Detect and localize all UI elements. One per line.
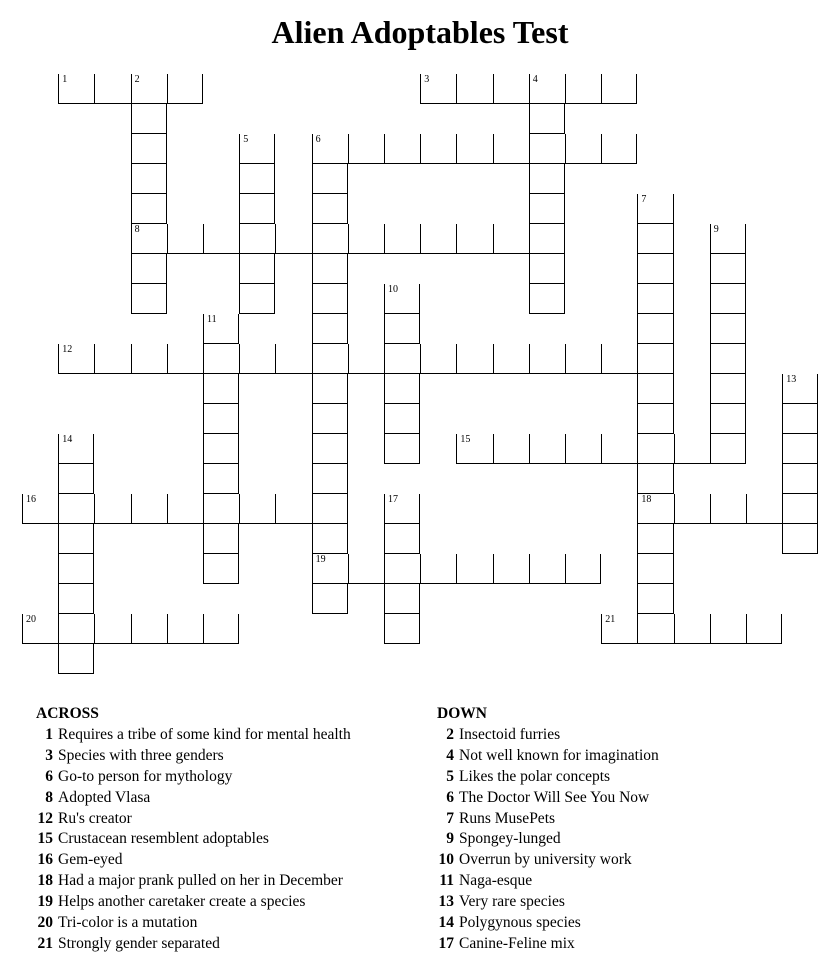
down-clue	[437, 913, 659, 934]
grid-cell[interactable]	[565, 344, 601, 374]
grid-cell[interactable]	[22, 614, 58, 644]
grid-cell[interactable]	[167, 494, 203, 524]
cell-number: 1	[62, 74, 68, 85]
grid-cell[interactable]	[529, 194, 565, 224]
clue-number: 2	[446, 725, 454, 743]
grid-cell[interactable]	[384, 554, 420, 584]
grid-cell[interactable]	[782, 524, 818, 554]
cell-number: 20	[26, 614, 36, 625]
grid-cell[interactable]	[167, 614, 203, 644]
grid-cell[interactable]	[203, 464, 239, 494]
across-clue	[36, 725, 351, 746]
cell-number: 18	[641, 494, 652, 505]
grid-cell[interactable]	[58, 344, 94, 374]
grid-cell[interactable]	[384, 614, 420, 644]
grid-cell[interactable]	[456, 554, 492, 584]
clue-number: 12	[37, 809, 53, 827]
grid-cell[interactable]	[710, 494, 746, 524]
across-clue	[36, 871, 351, 892]
clue-text: Not well known for imagination	[459, 746, 659, 764]
clue-number: 7	[446, 809, 454, 827]
grid-cell[interactable]	[493, 74, 529, 104]
grid-cell[interactable]	[637, 524, 673, 554]
grid-cell[interactable]	[58, 524, 94, 554]
grid-cell[interactable]	[529, 224, 565, 254]
grid-cell[interactable]	[637, 344, 673, 374]
grid-cell[interactable]	[203, 404, 239, 434]
across-clue-list	[36, 725, 351, 955]
clue-number: 13	[438, 893, 454, 911]
grid-cell[interactable]	[58, 464, 94, 494]
grid-cell[interactable]	[384, 344, 420, 374]
grid-cell[interactable]	[131, 164, 167, 194]
grid-cell[interactable]	[420, 344, 456, 374]
grid-cell[interactable]	[384, 524, 420, 554]
grid-cell[interactable]	[384, 494, 420, 524]
cell-number: 15	[460, 434, 471, 445]
grid-cell[interactable]	[348, 134, 384, 164]
grid-cell[interactable]	[637, 494, 673, 524]
grid-cell[interactable]	[275, 344, 311, 374]
grid-cell[interactable]	[58, 644, 94, 674]
across-clue	[36, 892, 351, 913]
grid-cell[interactable]	[348, 344, 384, 374]
grid-cell[interactable]	[312, 284, 348, 314]
grid-cell[interactable]	[710, 614, 746, 644]
grid-cell[interactable]	[529, 344, 565, 374]
clue-number: 6	[45, 767, 53, 785]
down-clue	[437, 767, 659, 788]
grid-cell[interactable]	[456, 74, 492, 104]
across-clue	[36, 788, 351, 809]
grid-cell[interactable]	[94, 74, 130, 104]
clue-number: 15	[37, 830, 53, 848]
clue-number: 4	[446, 746, 454, 764]
grid-cell[interactable]	[746, 614, 782, 644]
grid-cell[interactable]	[493, 554, 529, 584]
grid-cell[interactable]	[58, 554, 94, 584]
grid-cell[interactable]	[601, 74, 637, 104]
grid-cell[interactable]	[312, 224, 348, 254]
grid-cell[interactable]	[312, 164, 348, 194]
grid-cell[interactable]	[601, 614, 637, 644]
grid-cell[interactable]	[782, 374, 818, 404]
clue-text: Species with three genders	[58, 746, 224, 764]
grid-cell[interactable]	[384, 404, 420, 434]
grid-cell[interactable]	[203, 344, 239, 374]
grid-cell[interactable]	[637, 614, 673, 644]
grid-cell[interactable]	[529, 74, 565, 104]
grid-cell[interactable]	[58, 494, 94, 524]
grid-cell[interactable]	[565, 554, 601, 584]
grid-cell[interactable]	[312, 404, 348, 434]
grid-cell[interactable]	[637, 404, 673, 434]
grid-cell[interactable]	[637, 584, 673, 614]
grid-cell[interactable]	[275, 224, 311, 254]
grid-cell[interactable]	[782, 434, 818, 464]
grid-cell[interactable]	[710, 434, 746, 464]
grid-cell[interactable]	[565, 74, 601, 104]
cell-number: 4	[532, 74, 538, 85]
grid-cell[interactable]	[203, 314, 239, 344]
grid-cell[interactable]	[167, 224, 203, 254]
grid-cell[interactable]	[601, 434, 637, 464]
grid-cell[interactable]	[131, 344, 167, 374]
grid-cell[interactable]	[529, 284, 565, 314]
grid-cell[interactable]	[384, 134, 420, 164]
grid-cell[interactable]	[58, 584, 94, 614]
grid-cell[interactable]	[239, 494, 275, 524]
clue-text: Helps another caretaker create a species	[58, 893, 306, 911]
cell-number: 13	[786, 374, 797, 385]
down-clue	[437, 809, 659, 830]
grid-cell[interactable]	[312, 554, 348, 584]
grid-cell[interactable]	[312, 194, 348, 224]
grid-cell[interactable]	[637, 374, 673, 404]
clue-number: 10	[438, 851, 454, 869]
down-clues	[437, 704, 659, 955]
grid-cell[interactable]	[239, 284, 275, 314]
grid-cell[interactable]	[384, 434, 420, 464]
grid-cell[interactable]	[637, 254, 673, 284]
cell-number: 5	[243, 134, 249, 145]
clue-text: Tri-color is a mutation	[58, 914, 198, 932]
grid-cell[interactable]	[131, 284, 167, 314]
grid-cell[interactable]	[131, 224, 167, 254]
across-clue	[36, 829, 351, 850]
grid-cell[interactable]	[22, 494, 58, 524]
grid-cell[interactable]	[637, 284, 673, 314]
grid-cell[interactable]	[456, 434, 492, 464]
clue-number: 3	[45, 746, 53, 764]
cell-number: 10	[388, 284, 398, 295]
cell-number: 11	[207, 314, 217, 325]
across-clue	[36, 809, 351, 830]
grid-cell[interactable]	[239, 164, 275, 194]
grid-cell[interactable]	[637, 434, 673, 464]
clue-text: Naga-esque	[459, 872, 533, 890]
cell-number: 17	[388, 494, 398, 505]
grid-cell[interactable]	[456, 224, 492, 254]
grid-cell[interactable]	[131, 134, 167, 164]
grid-cell[interactable]	[529, 554, 565, 584]
grid-cell[interactable]	[456, 134, 492, 164]
clue-number: 1	[45, 725, 53, 743]
grid-cell[interactable]	[203, 494, 239, 524]
grid-cell[interactable]	[782, 494, 818, 524]
clue-text: Polygynous species	[459, 914, 581, 932]
cell-number: 19	[315, 554, 326, 565]
grid-cell[interactable]	[348, 554, 384, 584]
cell-number: 21	[605, 614, 616, 625]
across-clue	[36, 850, 351, 871]
grid-cell[interactable]	[710, 344, 746, 374]
grid-cell[interactable]	[131, 194, 167, 224]
grid-cell[interactable]	[131, 104, 167, 134]
grid-cell[interactable]	[131, 494, 167, 524]
grid-cell[interactable]	[203, 524, 239, 554]
grid-cell[interactable]	[94, 614, 130, 644]
clue-text: Spongey-lunged	[459, 830, 561, 848]
grid-cell[interactable]	[203, 434, 239, 464]
down-clue	[437, 829, 659, 850]
grid-cell[interactable]	[94, 494, 130, 524]
grid-cell[interactable]	[710, 224, 746, 254]
grid-cell[interactable]	[782, 404, 818, 434]
grid-cell[interactable]	[601, 134, 637, 164]
down-clue	[437, 892, 659, 913]
clue-text: Go-to person for mythology	[58, 767, 233, 785]
clue-text: Runs MusePets	[459, 809, 556, 827]
grid-cell[interactable]	[420, 554, 456, 584]
grid-cell[interactable]	[312, 464, 348, 494]
clue-text: Strongly gender separated	[58, 934, 220, 952]
cell-number: 14	[62, 434, 73, 445]
grid-cell[interactable]	[674, 494, 710, 524]
cell-number: 8	[134, 224, 140, 235]
grid-cell[interactable]	[312, 134, 348, 164]
grid-cell[interactable]	[312, 584, 348, 614]
grid-cell[interactable]	[131, 254, 167, 284]
down-clue	[437, 788, 659, 809]
clue-text: Very rare species	[459, 893, 565, 911]
grid-cell[interactable]	[493, 134, 529, 164]
grid-cell[interactable]	[782, 464, 818, 494]
across-clue	[36, 913, 351, 934]
clue-text: Insectoid furries	[459, 725, 561, 743]
clue-number: 17	[438, 934, 454, 952]
cell-number: 12	[62, 344, 73, 355]
cell-number: 16	[26, 494, 36, 505]
down-heading: DOWN	[437, 705, 487, 722]
grid-cell[interactable]	[312, 254, 348, 284]
grid-cell[interactable]	[674, 614, 710, 644]
grid-cell[interactable]	[58, 614, 94, 644]
clue-text: Adopted Vlasa	[58, 788, 151, 806]
grid-cell[interactable]	[312, 434, 348, 464]
grid-cell[interactable]	[637, 554, 673, 584]
cell-number: 7	[641, 194, 647, 205]
grid-cell[interactable]	[239, 344, 275, 374]
clue-text: Ru's creator	[58, 809, 132, 827]
grid-cell[interactable]	[203, 224, 239, 254]
grid-cell[interactable]	[167, 74, 203, 104]
grid-cell[interactable]	[565, 434, 601, 464]
across-clue	[36, 767, 351, 788]
clue-text: Had a major prank pulled on her in December	[58, 872, 343, 890]
down-clue	[437, 725, 659, 746]
cell-number: 3	[424, 74, 430, 85]
grid-cell[interactable]	[239, 254, 275, 284]
clue-text: Crustacean resemblent adoptables	[58, 830, 269, 848]
grid-cell[interactable]	[348, 224, 384, 254]
grid-cell[interactable]	[312, 494, 348, 524]
grid-cell[interactable]	[203, 554, 239, 584]
clue-text: The Doctor Will See You Now	[459, 788, 650, 806]
clue-text: Overrun by university work	[459, 851, 632, 869]
grid-cell[interactable]	[710, 314, 746, 344]
grid-cell[interactable]	[384, 374, 420, 404]
grid-cell[interactable]	[637, 194, 673, 224]
clue-text: Gem-eyed	[58, 851, 123, 869]
clue-text: Requires a tribe of some kind for mental health	[58, 725, 351, 743]
across-clue	[36, 746, 351, 767]
grid-cell[interactable]	[420, 224, 456, 254]
down-clue-list	[437, 725, 659, 955]
clue-number: 19	[37, 893, 53, 911]
grid-cell[interactable]	[674, 434, 710, 464]
grid-cell[interactable]	[710, 374, 746, 404]
grid-cell[interactable]	[493, 344, 529, 374]
clue-number: 11	[439, 872, 454, 890]
grid-cell[interactable]	[239, 134, 275, 164]
clue-number: 18	[37, 872, 53, 890]
down-clue	[437, 871, 659, 892]
across-clues	[36, 704, 351, 955]
grid-cell[interactable]	[384, 224, 420, 254]
clue-number: 20	[37, 914, 53, 932]
across-clue	[36, 934, 351, 955]
grid-cell[interactable]	[529, 134, 565, 164]
grid-cell[interactable]	[312, 314, 348, 344]
grid-cell[interactable]	[529, 104, 565, 134]
clue-number: 9	[446, 830, 454, 848]
grid-cell[interactable]	[384, 314, 420, 344]
grid-cell[interactable]	[58, 434, 94, 464]
grid-cell[interactable]	[239, 194, 275, 224]
cell-number: 2	[134, 74, 140, 85]
clue-number: 14	[438, 914, 454, 932]
grid-cell[interactable]	[529, 254, 565, 284]
grid-cell[interactable]	[58, 74, 94, 104]
grid-cell[interactable]	[420, 74, 456, 104]
grid-cell[interactable]	[167, 344, 203, 374]
grid-cell[interactable]	[312, 344, 348, 374]
down-clue	[437, 850, 659, 871]
grid-cell[interactable]	[637, 464, 673, 494]
grid-cell[interactable]	[710, 404, 746, 434]
cell-number: 6	[315, 134, 321, 145]
grid-cell[interactable]	[637, 224, 673, 254]
grid-cell[interactable]	[746, 494, 782, 524]
clue-text: Likes the polar concepts	[459, 767, 611, 785]
puzzle-title: Alien Adoptables Test	[271, 14, 569, 50]
grid-cell[interactable]	[710, 254, 746, 284]
clue-number: 16	[37, 851, 53, 869]
grid-cell[interactable]	[94, 344, 130, 374]
clue-number: 21	[37, 934, 53, 952]
grid-cell[interactable]	[203, 614, 239, 644]
grid-cell[interactable]	[529, 164, 565, 194]
grid-cell[interactable]	[203, 374, 239, 404]
grid-cell[interactable]	[493, 224, 529, 254]
down-clue	[437, 746, 659, 767]
grid-cell[interactable]	[420, 134, 456, 164]
grid-cell[interactable]	[312, 374, 348, 404]
grid-cell[interactable]	[239, 224, 275, 254]
clue-number: 8	[45, 788, 53, 806]
clue-number: 6	[446, 788, 454, 806]
grid-cell[interactable]	[131, 74, 167, 104]
grid-cell[interactable]	[384, 284, 420, 314]
grid-cell[interactable]	[565, 134, 601, 164]
grid-cell[interactable]	[529, 434, 565, 464]
grid-cell[interactable]	[384, 584, 420, 614]
grid-cell[interactable]	[710, 284, 746, 314]
grid-cell[interactable]	[601, 344, 637, 374]
clue-number: 5	[446, 767, 454, 785]
cell-number: 9	[713, 224, 719, 235]
down-clue	[437, 934, 659, 955]
grid-cell[interactable]	[637, 314, 673, 344]
clue-text: Canine-Feline mix	[459, 934, 575, 952]
grid-cell[interactable]	[493, 434, 529, 464]
grid-cell[interactable]	[312, 524, 348, 554]
grid-cell[interactable]	[456, 344, 492, 374]
grid-cell[interactable]	[131, 614, 167, 644]
across-heading: ACROSS	[36, 705, 99, 722]
grid-cell[interactable]	[275, 494, 311, 524]
